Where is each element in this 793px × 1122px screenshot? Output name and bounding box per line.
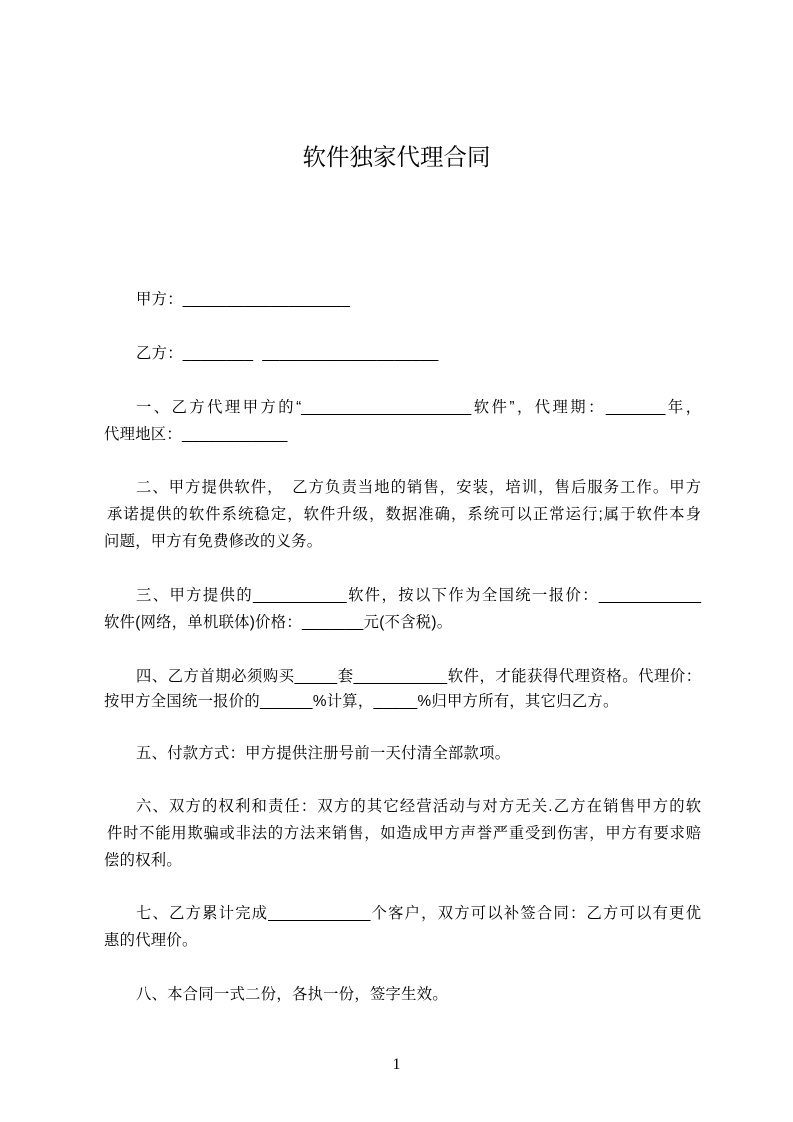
clause-3-line-2: 软件(网络，单机联体)价格：_______元(不含税)。 bbox=[104, 614, 453, 631]
clause-8-line-1: 八、本合同一式二份，各执一份，签字生效。 bbox=[136, 986, 448, 1003]
clause-6-line-2: 件时不能用欺骗或非法的方法来销售，如造成甲方声誉严重受到伤害，甲方有要求赔 bbox=[107, 825, 701, 842]
clause-7-line-2: 惠的代理价。 bbox=[104, 932, 198, 949]
clause-2-line-1: 二、甲方提供软件， 乙方负责当地的销售，安装，培训，售后服务工作。甲方 bbox=[136, 479, 701, 496]
clause-1-line-2: 代理地区：____________ bbox=[104, 426, 288, 443]
clause-6-line-3: 偿的权利。 bbox=[104, 852, 182, 869]
clause-1-line-1: 一、乙方代理甲方的“____________________软件”，代理期：_______年， bbox=[136, 399, 701, 416]
document-title: 软件独家代理合同 bbox=[302, 144, 491, 170]
clause-2-line-3: 问题，甲方有免费修改的义务。 bbox=[104, 533, 323, 550]
clause-6-line-1: 六、双方的权利和责任：双方的其它经营活动与对方无关.乙方在销售甲方的软 bbox=[136, 798, 701, 815]
page-number: 1 bbox=[392, 1056, 401, 1073]
clause-7-line-1: 七、乙方累计完成____________个客户，双方可以补签合同：乙方可以有更优 bbox=[136, 905, 701, 922]
clause-5-line-1: 五、付款方式：甲方提供注册号前一天付清全部款项。 bbox=[136, 745, 511, 762]
party-b-line: 乙方：________ ____________________ bbox=[136, 345, 439, 362]
party-a-line: 甲方：___________________ bbox=[136, 291, 351, 308]
clause-4-line-2: 按甲方全国统一报价的______%计算，_____%归甲方所有，其它归乙方。 bbox=[104, 693, 619, 710]
clause-3-line-1: 三、甲方提供的___________软件，按以下作为全国统一报价：____________ bbox=[136, 587, 701, 604]
clause-4-line-1: 四、乙方首期必须购买_____套___________软件，才能获得代理资格。代理价： bbox=[136, 668, 701, 685]
clause-2-line-2: 承诺提供的软件系统稳定，软件升级，数据准确，系统可以正常运行;属于软件本身 bbox=[107, 506, 701, 523]
